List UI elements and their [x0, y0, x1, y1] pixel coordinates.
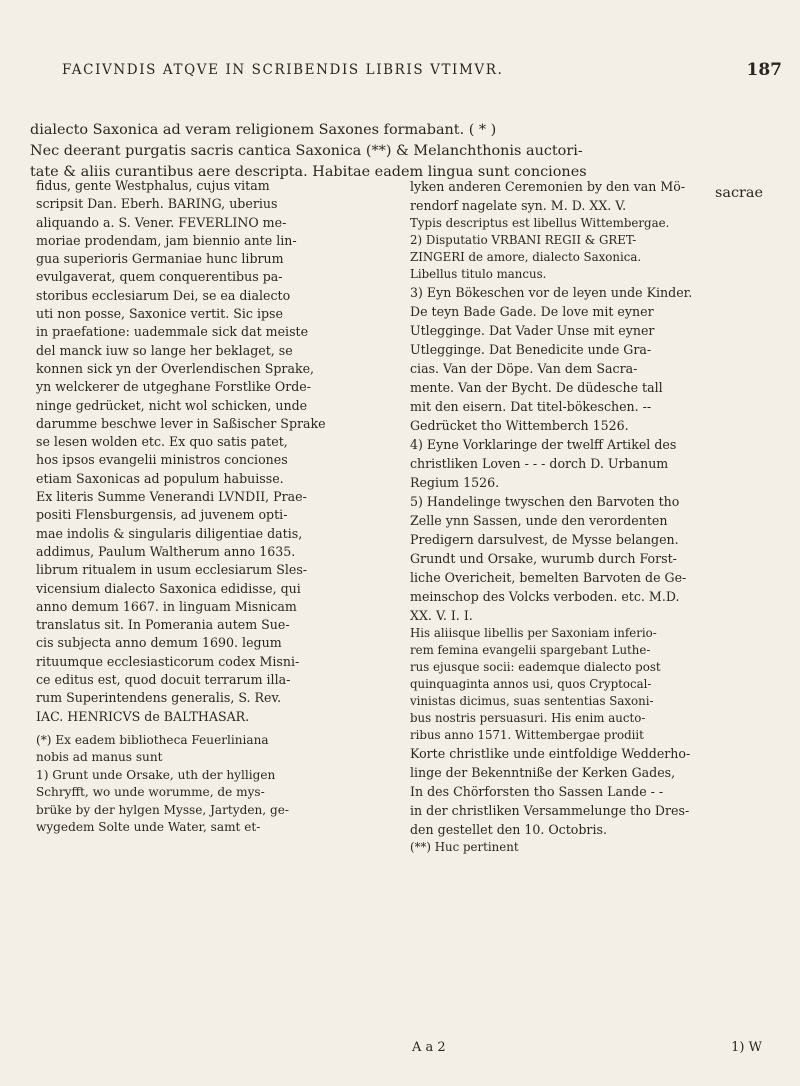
text-line: fidus, gente Westphalus, cujus vitam — [36, 178, 270, 193]
text-line: anno demum 1667. in linguam Misnicam — [36, 598, 297, 614]
text-line: darumme beschwe lever in Saßischer Sprake — [36, 415, 326, 431]
footnote-line: wygedem Solte unde Water, samt et- — [36, 820, 261, 835]
text-line: (**) Huc pertinent — [410, 840, 519, 854]
catchword: sacrae — [715, 185, 763, 201]
text-line: rus ejusque socii: eademque dialecto post — [410, 660, 661, 674]
text-line: cis subjecta anno demum 1690. legum — [36, 635, 282, 651]
text-line: yn welckerer de utgeghane Forstlike Orde- — [36, 379, 312, 395]
text-line: scripsit Dan. Eberh. BARING, uberius — [36, 196, 278, 212]
text-line: vinistas dicimus, suas sententias Saxoni- — [410, 694, 654, 708]
text-line: IAC. HENRICVS de BALTHASAR. — [36, 708, 250, 724]
text-line: positi Flensburgensis, ad juvenem opti- — [36, 507, 288, 523]
text-line: Gedrücket tho Wittemberch 1526. — [410, 418, 629, 433]
text-line: lyken anderen Ceremonien by den van Mö- — [410, 179, 686, 194]
text-line: In des Chörforsten tho Sassen Lande - - — [410, 784, 664, 799]
text-line: rituumque ecclesiasticorum codex Misni- — [36, 653, 300, 669]
text-line: aliquando a. S. Vener. FEVERLINO me- — [36, 214, 287, 230]
footnote-line: Schryfft, wo unde worumme, de mys- — [36, 785, 265, 800]
text-line: den gestellet den 10. Octobris. — [410, 822, 607, 837]
left-column-text — [36, 177, 392, 726]
text-line: rem femina evangelii spargebant Luthe- — [410, 643, 651, 657]
footnote-line: brüke by der hylgen Mysse, Jartyden, ge- — [36, 802, 289, 817]
text-line: rum Superintendens generalis, S. Rev. — [36, 690, 282, 706]
text-line: mente. Van der Bycht. De düdesche tall — [410, 380, 663, 395]
text-line: ribus anno 1571. Wittembergae prodiit — [410, 728, 644, 742]
text-line: cias. Van der Döpe. Van dem Sacra- — [410, 361, 638, 376]
text-line: Regium 1526. — [410, 475, 500, 490]
intro-line: dialecto Saxonica ad veram religionem Saxones formabant. ( * ) — [30, 122, 497, 138]
text-line: 2) Disputatio VRBANI REGII & GRET- — [410, 233, 637, 247]
text-line: 5) Handelinge twyschen den Barvoten tho — [410, 494, 680, 509]
text-line: quinquaginta annos usi, quos Cryptocal- — [410, 677, 652, 691]
text-line: hos ipsos evangelii ministros conciones — [36, 452, 288, 468]
text-line: Korte christlike unde eintfoldige Wedderho- — [410, 746, 691, 761]
intro-line: Nec deerant purgatis sacris cantica Saxonica (**) & Melanchthonis auctori- — [30, 143, 583, 159]
text-line: mit den eisern. Dat titel-bökeschen. -- — [410, 399, 652, 414]
text-line: konnen sick yn der Overlendischen Sprake, — [36, 360, 315, 376]
text-line: 4) Eyne Vorklaringe der twelff Artikel des — [410, 437, 677, 452]
running-head-title: FACIVNDIS ATQVE IN SCRIBENDIS LIBRIS VTIMVR. — [62, 62, 504, 78]
text-line: ce editus est, quod docuit terrarum illa- — [36, 672, 291, 688]
text-line: uti non posse, Saxonice vertit. Sic ipse — [36, 306, 283, 322]
left-column — [36, 177, 392, 837]
text-line: mae indolis & singularis diligentiae datis, — [36, 525, 303, 541]
footnote — [36, 732, 392, 837]
text-line: liche Overicheit, bemelten Barvoten de Ge- — [410, 570, 687, 585]
footnote-line: (*) Ex eadem bibliotheca Feuerliniana — [36, 732, 269, 747]
text-line: moriae prodendam, jam biennio ante lin- — [36, 232, 297, 248]
text-line: se lesen wolden etc. Ex quo satis patet, — [36, 434, 288, 450]
signature-mark: A a 2 — [412, 1040, 446, 1055]
text-line: del manck iuw so lange her beklaget, se — [36, 342, 293, 358]
footnote-line: 1) Grunt unde Orsake, uth der hylligen — [36, 767, 276, 782]
text-line: librum ritualem in usum ecclesiarum Sles- — [36, 562, 308, 578]
text-line: XX. V. I. I. — [410, 608, 473, 623]
text-line: in der christliken Versammelunge tho Dres- — [410, 803, 690, 818]
text-line: bus nostris persuasuri. His enim aucto- — [410, 711, 646, 725]
text-line: ninge gedrücket, nicht wol schicken, unde — [36, 397, 308, 413]
text-line: vicensium dialecto Saxonica edidisse, qui — [36, 580, 301, 596]
text-line: etiam Saxonicas ad populum habuisse. — [36, 470, 284, 486]
signature-line — [410, 1040, 780, 1055]
text-line: Utlegginge. Dat Benedicite unde Gra- — [410, 342, 652, 357]
text-line: storibus ecclesiarum Dei, se ea dialecto — [36, 287, 291, 303]
text-line: Predigern darsulvest, de Mysse belangen. — [410, 532, 679, 547]
right-column — [410, 177, 780, 856]
text-line: Zelle ynn Sassen, unde den verordenten — [410, 513, 668, 528]
page-number: 187 — [746, 60, 782, 80]
catchword: 1) W — [731, 1040, 762, 1055]
text-line: Ex literis Summe Venerandi LVNDII, Prae- — [36, 489, 307, 505]
text-line: gua superioris Germaniae hunc librum — [36, 251, 284, 267]
text-line: His aliisque libellis per Saxoniam inferio- — [410, 626, 657, 640]
text-line: meinschop des Volcks verboden. etc. M.D. — [410, 589, 680, 604]
text-line: evulgaverat, quem conquerentibus pa- — [36, 269, 283, 285]
text-line: linge der Bekenntniße der Kerken Gades, — [410, 765, 676, 780]
text-line: translatus sit. In Pomerania autem Sue- — [36, 617, 290, 633]
text-line: 3) Eyn Bökeschen vor de leyen unde Kinder. — [410, 285, 693, 300]
text-line: rendorf nagelate syn. M. D. XX. V. — [410, 198, 627, 213]
text-line: De teyn Bade Gade. De love mit eyner — [410, 304, 654, 319]
text-line: ZINGERI de amore, dialecto Saxonica. — [410, 250, 642, 264]
text-line: Utlegginge. Dat Vader Unse mit eyner — [410, 323, 655, 338]
text-line: Grundt und Orsake, wurumb durch Forst- — [410, 551, 677, 566]
text-line: in praefatione: uademmale sick dat meiste — [36, 324, 309, 340]
running-head — [0, 62, 800, 88]
text-line: christliken Loven - - - dorch D. Urbanum — [410, 456, 669, 471]
intro-line: tate & aliis curantibus aere descripta. Habitae eadem lingua sunt conciones — [30, 164, 587, 180]
footnote-line: nobis ad manus sunt — [36, 750, 163, 765]
text-line: Libellus titulo mancus. — [410, 267, 547, 281]
text-line: addimus, Paulum Waltherum anno 1635. — [36, 543, 296, 559]
text-line: Typis descriptus est libellus Wittembergae. — [410, 216, 670, 230]
